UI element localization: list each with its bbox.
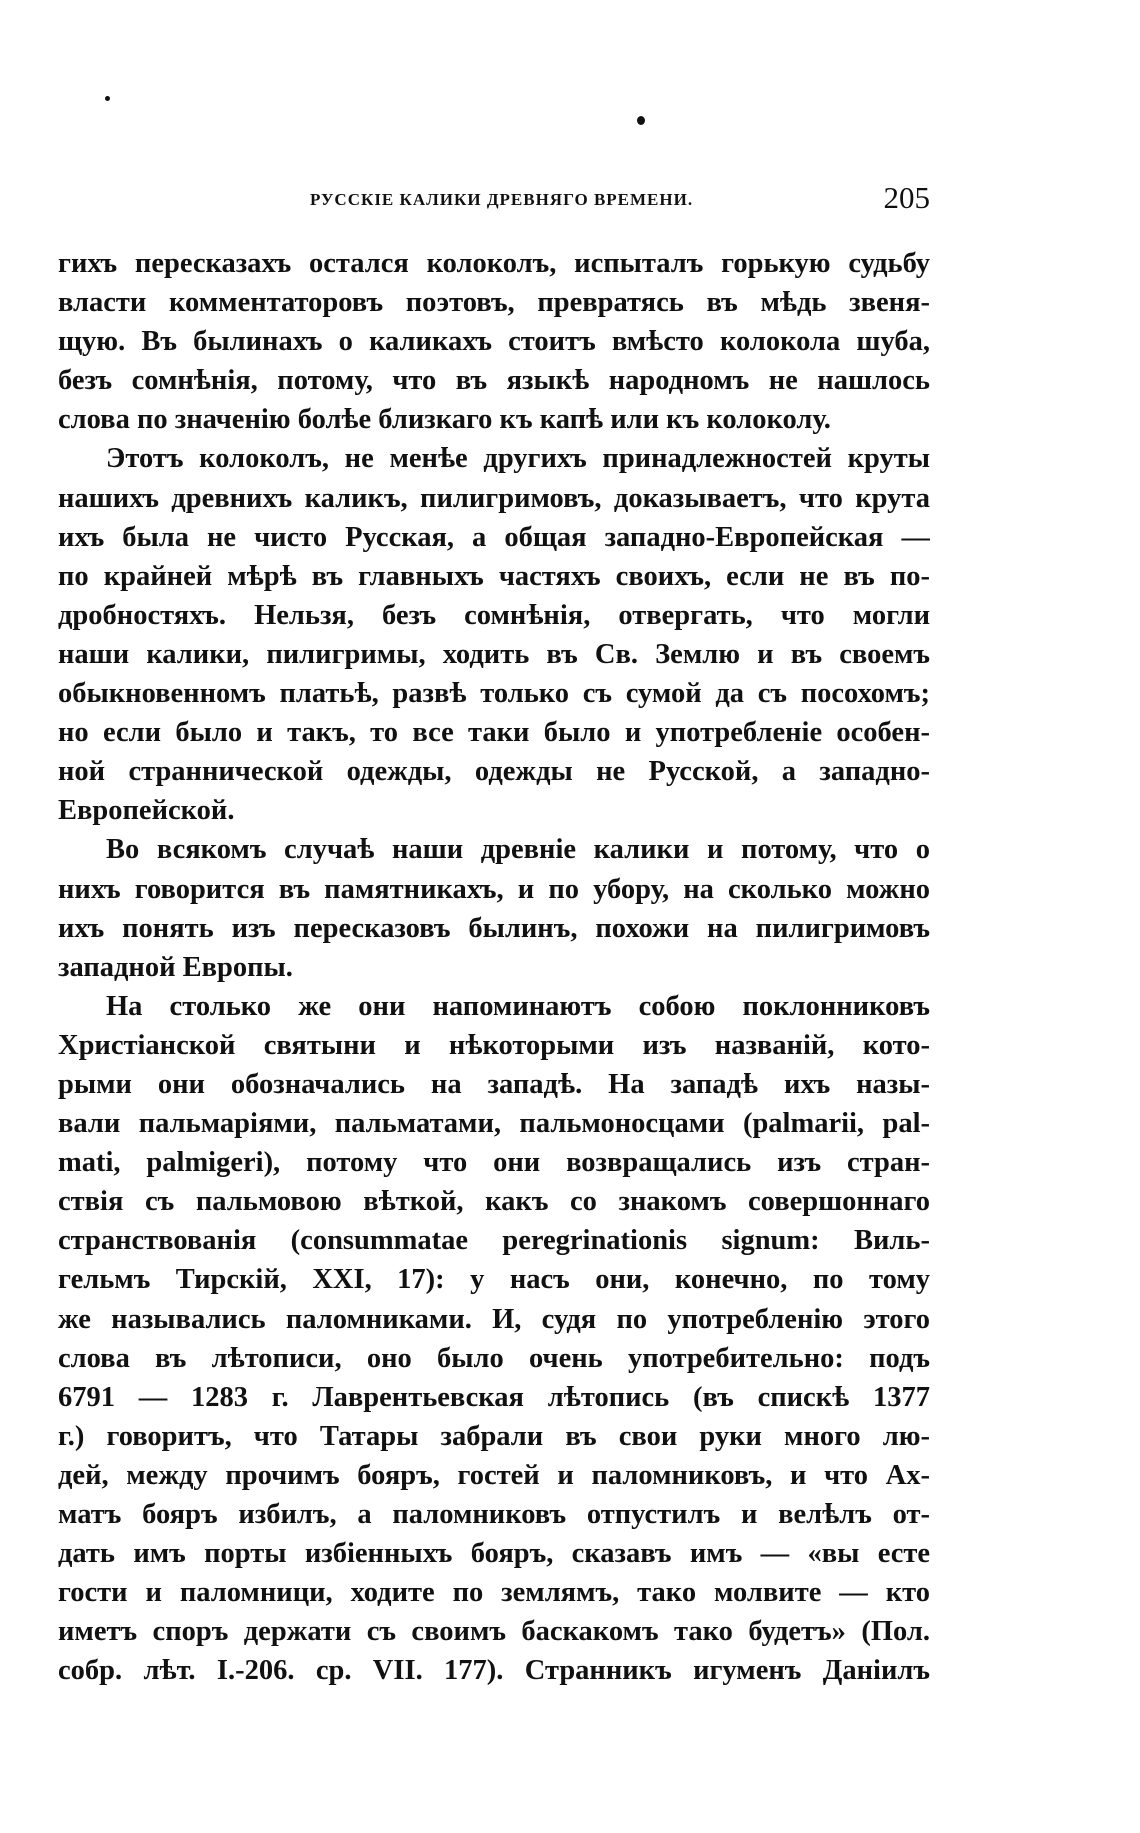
text-line: Европейской. (58, 795, 235, 827)
text-line: нихъ говорится въ памятникахъ, и по убору, на сколько можно (58, 873, 930, 905)
text-line: нашихъ древнихъ каликъ, пилигримовъ, доказываетъ, что крута (58, 482, 930, 514)
text-line: вали пальмаріями, пальматами, пальмоносцами (palmarii, pal- (58, 1108, 930, 1140)
text-line: На столько же они напоминаютъ собою поклонниковъ (106, 990, 930, 1022)
text-line: 6791 — 1283 г. Лаврентьевская лѣтопись (въ спискѣ 1377 (58, 1381, 930, 1413)
text-line: дробностяхъ. Нельзя, безъ сомнѣнія, отвергать, что могли (58, 599, 930, 631)
text-line: наши калики, пилигримы, ходить въ Св. Землю и въ своемъ (58, 638, 930, 670)
ink-speck (105, 96, 110, 101)
text-line: гихъ пересказахъ остался колоколъ, испыталъ горькую судьбу (58, 248, 930, 279)
text-line: безъ сомнѣнія, потому, что въ языкѣ народномъ не нашлось (58, 365, 930, 397)
text-line: mati, palmigeri), потому что они возвращались изъ стран- (58, 1147, 930, 1179)
text-line: западной Европы. (58, 951, 293, 983)
text-line: гости и паломници, ходите по землямъ, тако молвите — кто (58, 1577, 930, 1609)
text-line: рыми они обозначались на западѣ. На западѣ ихъ назы- (58, 1068, 930, 1100)
ink-speck (637, 116, 645, 125)
text-line: г.) говоритъ, что Татары забрали въ свои руки много лю- (58, 1420, 930, 1452)
text-line: слова по значенію болѣе близкаго къ капѣ или къ колоколу. (58, 404, 831, 436)
text-line: иметъ споръ держати съ своимъ баскакомъ тако будетъ» (Пол. (58, 1616, 930, 1648)
text-line: дей, между прочимъ бояръ, гостей и паломниковъ, и что Ах- (58, 1459, 930, 1491)
running-title: РУССКІЕ КАЛИКИ ДРЕВНЯГО ВРЕМЕНИ. (310, 190, 694, 209)
text-line: дать имъ порты избіенныхъ бояръ, сказавъ имъ — «вы есте (58, 1538, 930, 1570)
text-line: но если было и такъ, то все таки было и употребленіе особен- (58, 717, 930, 749)
text-line: ной страннической одежды, одежды не Русской, а западно- (58, 756, 930, 788)
body-text (58, 244, 930, 1690)
text-line: странствованія (consummatae peregrinationis signum: Виль- (58, 1225, 930, 1257)
text-line: слова въ лѣтописи, оно было очень употребительно: подъ (58, 1342, 930, 1374)
text-line: обыкновенномъ платьѣ, развѣ только съ сумой да съ посохомъ; (58, 678, 930, 710)
text-line: власти комментаторовъ поэтовъ, превратясь въ мѣдь звеня- (58, 287, 930, 319)
page-number: 205 (883, 180, 930, 215)
text-line: Христіанской святыни и нѣкоторыми изъ названій, кото- (58, 1029, 930, 1061)
text-line: щую. Въ былинахъ о каликахъ стоитъ вмѣсто колокола шуба, (58, 326, 930, 358)
text-line: собр. лѣт. I.-206. ср. VII. 177). Странникъ игуменъ Даніилъ (58, 1655, 930, 1687)
text-line: матъ бояръ избилъ, а паломниковъ отпустилъ и велѣлъ от- (58, 1499, 930, 1530)
text-line: гельмъ Тирскій, XXI, 17): у насъ они, конечно, по тому (58, 1264, 930, 1296)
text-line: ихъ была не чисто Русская, а общая западно-Европейская — (58, 521, 930, 553)
text-line: же назывались паломниками. И, судя по употребленію этого (58, 1303, 930, 1335)
text-line: Во всякомъ случаѣ наши древніе калики и потому, что о (106, 834, 930, 866)
page-header (58, 180, 930, 220)
text-line: ствія съ пальмовою вѣткой, какъ со знакомъ совершоннаго (58, 1186, 930, 1218)
text-line: Этотъ колоколъ, не менѣе другихъ принадлежностей круты (106, 443, 930, 475)
text-line: по крайней мѣрѣ въ главныхъ частяхъ своихъ, если не въ по- (58, 560, 930, 592)
text-line: ихъ понять изъ пересказовъ былинъ, похожи на пилигримовъ (58, 912, 930, 944)
